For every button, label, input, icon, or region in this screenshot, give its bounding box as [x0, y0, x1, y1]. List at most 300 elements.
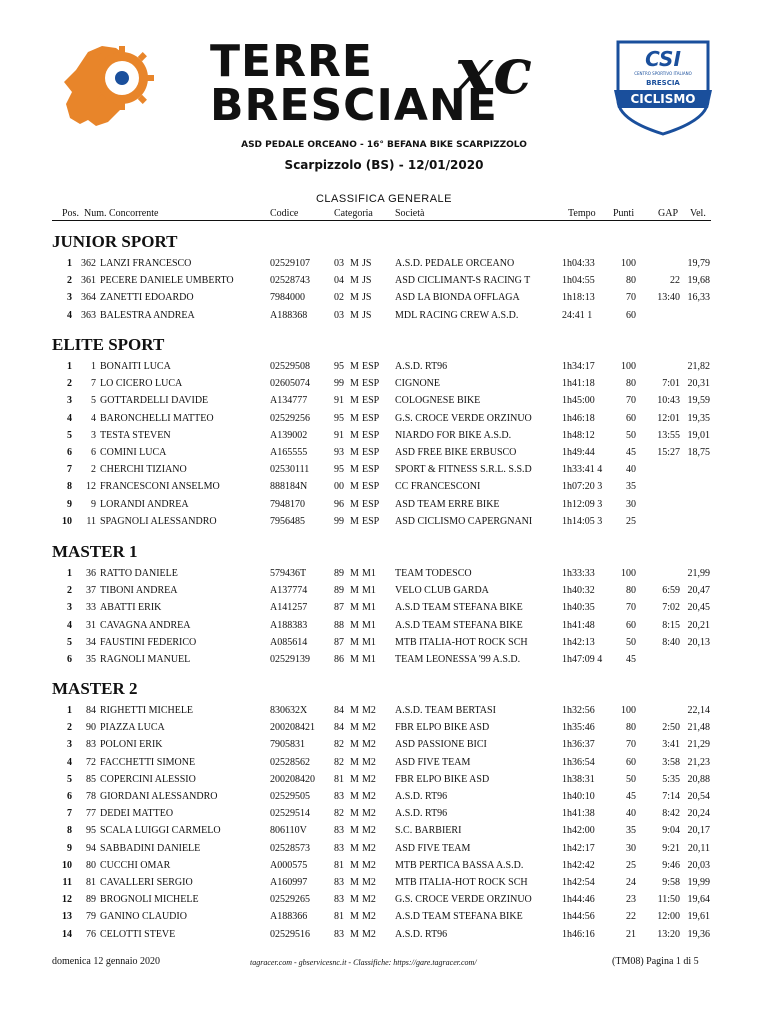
row-code: A085614: [270, 636, 308, 648]
row-sex: M: [350, 292, 359, 304]
row-num: 363: [81, 309, 96, 321]
row-name: PECERE DANIELE UMBERTO: [100, 275, 234, 287]
row-code: 02528743: [270, 275, 310, 287]
row-year: 82: [334, 808, 344, 820]
row-vel: 16,33: [687, 292, 710, 304]
row-code: 579436T: [270, 568, 307, 579]
row-cat: M2: [362, 722, 376, 734]
row-sex: M: [350, 395, 359, 407]
row-pts: 25: [626, 515, 636, 527]
row-sex: M: [350, 928, 359, 940]
row-sex: M: [350, 636, 359, 648]
row-num: 36: [86, 568, 96, 579]
row-cat: JS: [362, 275, 372, 287]
row-vel: 19,35: [687, 412, 710, 424]
row-code: 7956485: [270, 515, 305, 527]
row-time: 1h40:35: [562, 602, 595, 614]
row-pts: 60: [626, 756, 636, 768]
row-num: 77: [86, 808, 96, 820]
row-time: 1h42:17: [562, 842, 595, 854]
row-num: 31: [86, 619, 96, 631]
row-cat: ESP: [362, 378, 380, 390]
row-num: 34: [86, 636, 96, 648]
table-row: [0, 857, 768, 874]
row-year: 03: [334, 258, 344, 269]
row-num: 361: [81, 275, 96, 287]
csi-city: BRESCIA: [646, 79, 680, 87]
xc-mark: xc: [455, 34, 533, 109]
col-code: Codice: [270, 208, 299, 219]
row-team: SPORT & FITNESS S.R.L. S.S.D: [395, 464, 532, 476]
row-time: 1h40:10: [562, 791, 595, 802]
row-gap: 12:01: [657, 412, 680, 424]
table-row: [0, 788, 768, 805]
row-team: G.S. CROCE VERDE ORZINUO: [395, 412, 532, 424]
row-team: A.S.D. RT96: [395, 808, 448, 820]
row-cat: ESP: [362, 395, 380, 407]
row-code: 02605074: [270, 378, 310, 390]
row-year: 03: [334, 309, 344, 321]
header-divider: [52, 220, 711, 221]
table-row: [0, 926, 768, 943]
row-year: 89: [334, 585, 344, 597]
footer-date: domenica 12 gennaio 2020: [52, 956, 161, 967]
row-name: BONAITI LUCA: [100, 361, 171, 372]
row-sex: M: [350, 705, 359, 716]
row-code: 7948170: [270, 498, 305, 510]
row-sex: M: [350, 309, 359, 321]
row-cat: ESP: [362, 447, 380, 458]
row-sex: M: [350, 515, 359, 527]
row-pts: 100: [621, 361, 636, 372]
row-year: 81: [334, 859, 344, 871]
row-team: ASD PASSIONE BICI: [395, 739, 487, 751]
row-name: CAVAGNA ANDREA: [100, 619, 191, 631]
row-time: 1h48:12: [562, 429, 595, 441]
row-sex: M: [350, 275, 359, 287]
row-sex: M: [350, 842, 359, 854]
row-pos: 10: [62, 859, 72, 871]
row-pos: 9: [67, 498, 72, 510]
row-pts: 35: [626, 825, 636, 837]
row-pos: 1: [67, 258, 72, 269]
row-code: 02529139: [270, 654, 310, 665]
row-name: CUCCHI OMAR: [100, 859, 171, 871]
row-num: 94: [86, 842, 96, 854]
row-num: 85: [86, 773, 96, 785]
csi-org: CENTRO SPORTIVO ITALIANO: [634, 71, 692, 76]
row-gap: 9:04: [662, 825, 680, 837]
row-vel: 19,61: [687, 911, 710, 923]
row-time: 1h45:00: [562, 395, 595, 407]
row-year: 96: [334, 498, 344, 510]
row-code: 02528562: [270, 756, 310, 768]
row-pos: 4: [67, 412, 72, 424]
row-pos: 6: [67, 791, 72, 802]
row-gap: 13:55: [657, 429, 680, 441]
table-row: [0, 582, 768, 599]
row-pts: 70: [626, 395, 636, 407]
row-time: 1h49:44: [562, 447, 595, 458]
row-team: MTB ITALIA-HOT ROCK SCH: [395, 877, 528, 888]
row-vel: 21,48: [687, 722, 710, 734]
row-code: A139002: [270, 429, 308, 441]
row-pos: 1: [67, 361, 72, 372]
row-pts: 50: [626, 636, 636, 648]
row-sex: M: [350, 808, 359, 820]
row-gap: 7:02: [662, 602, 680, 614]
csi-banner: CICLISMO: [630, 92, 696, 106]
row-sex: M: [350, 361, 359, 372]
row-year: 91: [334, 395, 344, 407]
row-vel: 21,82: [687, 361, 710, 372]
row-cat: ESP: [362, 429, 380, 441]
row-gap: 7:14: [662, 791, 680, 802]
row-cat: M1: [362, 619, 376, 631]
title-line-2: BRESCIANE: [210, 80, 498, 131]
row-code: 02529516: [270, 928, 310, 940]
row-name: RAGNOLI MANUEL: [100, 654, 191, 665]
row-team: ASD CICLISMO CAPERGNANI: [395, 515, 533, 527]
row-code: 02530111: [270, 464, 310, 476]
row-cat: M2: [362, 894, 376, 906]
row-num: 90: [86, 722, 96, 734]
table-row: [0, 358, 768, 375]
row-sex: M: [350, 585, 359, 597]
page-footer: [0, 956, 768, 972]
row-cat: M1: [362, 585, 376, 597]
row-gap: 8:15: [662, 619, 680, 631]
row-time: 1h33:33: [562, 568, 595, 579]
row-vel: 18,75: [687, 447, 710, 458]
table-row: [0, 736, 768, 753]
row-time: 1h14:05 3: [562, 515, 603, 527]
row-name: COPERCINI ALESSIO: [100, 773, 196, 785]
row-team: CC FRANCESCONI: [395, 481, 481, 493]
row-pts: 30: [626, 498, 636, 510]
row-pos: 4: [67, 309, 72, 321]
row-name: CELOTTI STEVE: [100, 928, 176, 940]
row-code: A188368: [270, 309, 308, 321]
row-name: ABATTI ERIK: [100, 602, 162, 614]
row-cat: M2: [362, 791, 376, 802]
col-gap: GAP: [658, 208, 679, 219]
row-code: 200208420: [270, 773, 315, 785]
row-time: 1h42:42: [562, 859, 595, 871]
row-time: 1h42:00: [562, 825, 595, 837]
row-sex: M: [350, 258, 359, 269]
row-sex: M: [350, 825, 359, 837]
row-sex: M: [350, 911, 359, 923]
row-pos: 3: [67, 602, 72, 614]
row-cat: M2: [362, 842, 376, 854]
row-pts: 60: [626, 309, 636, 321]
row-time: 1h33:41 4: [562, 464, 603, 476]
row-pts: 100: [621, 258, 636, 269]
row-code: A188366: [270, 911, 308, 923]
row-team: MTB PERTICA BASSA A.S.D.: [395, 859, 524, 871]
row-cat: M2: [362, 928, 376, 940]
row-team: VELO CLUB GARDA: [395, 585, 489, 597]
row-name: COMINI LUCA: [100, 447, 167, 458]
row-code: A137774: [270, 585, 308, 597]
row-team: ASD CICLIMANT-S RACING T: [395, 275, 531, 287]
row-year: 83: [334, 877, 344, 888]
page-header: [0, 0, 768, 205]
row-pos: 6: [67, 447, 72, 458]
row-sex: M: [350, 722, 359, 734]
row-sex: M: [350, 619, 359, 631]
row-team: FBR ELPO BIKE ASD: [395, 773, 490, 785]
row-pts: 80: [626, 722, 636, 734]
row-year: 95: [334, 361, 344, 372]
row-gap: 2:50: [662, 722, 680, 734]
row-pos: 8: [67, 481, 72, 493]
table-row: [0, 307, 768, 324]
row-time: 1h35:46: [562, 722, 595, 734]
row-vel: 20,54: [687, 791, 710, 802]
row-time: 1h04:33: [562, 258, 595, 269]
row-pos: 3: [67, 292, 72, 304]
table-row: [0, 272, 768, 289]
section-title: ELITE SPORT: [52, 335, 165, 354]
row-gap: 3:58: [662, 756, 680, 768]
row-sex: M: [350, 894, 359, 906]
table-row: [0, 496, 768, 513]
table-row: [0, 392, 768, 409]
row-num: 6: [91, 447, 96, 458]
row-pts: 80: [626, 378, 636, 390]
row-pts: 35: [626, 481, 636, 493]
row-sex: M: [350, 602, 359, 614]
row-gap: 10:43: [657, 395, 680, 407]
row-time: 1h38:31: [562, 773, 595, 785]
row-cat: M1: [362, 636, 376, 648]
row-vel: 19,64: [687, 894, 710, 906]
row-name: BALESTRA ANDREA: [100, 309, 195, 321]
row-pos: 6: [67, 654, 72, 665]
row-pts: 45: [626, 447, 636, 458]
row-code: 02529256: [270, 412, 310, 424]
place-date: Scarpizzolo (BS) - 12/01/2020: [284, 158, 484, 172]
row-pos: 2: [67, 275, 72, 287]
row-code: 806110V: [270, 825, 307, 837]
row-vel: 19,99: [687, 877, 710, 888]
row-time: 1h41:18: [562, 378, 595, 390]
row-vel: 20,47: [687, 585, 710, 597]
gear-map-icon: [58, 40, 156, 132]
row-vel: 20,11: [687, 842, 710, 854]
col-vel: Vel.: [690, 208, 706, 219]
row-code: 02528573: [270, 842, 310, 854]
row-team: ASD FIVE TEAM: [395, 756, 471, 768]
row-team: A.S.D TEAM STEFANA BIKE: [395, 602, 523, 614]
row-time: 1h42:13: [562, 636, 595, 648]
row-team: ASD LA BIONDA OFFLAGA: [395, 292, 520, 304]
row-year: 95: [334, 412, 344, 424]
row-vel: 19,36: [687, 928, 710, 940]
row-time: 1h46:16: [562, 928, 595, 940]
row-code: A188383: [270, 619, 308, 631]
row-year: 04: [334, 275, 344, 287]
row-pts: 45: [626, 791, 636, 802]
table-row: [0, 565, 768, 582]
row-cat: M2: [362, 705, 376, 716]
row-name: TESTA STEVEN: [100, 429, 171, 441]
row-pts: 45: [626, 654, 636, 665]
row-pts: 22: [626, 911, 636, 923]
row-name: GANINO CLAUDIO: [100, 911, 187, 923]
row-cat: ESP: [362, 481, 380, 493]
row-pos: 5: [67, 636, 72, 648]
row-code: 200208421: [270, 722, 315, 734]
row-name: CAVALLERI SERGIO: [100, 877, 193, 888]
row-code: 02529265: [270, 894, 310, 906]
row-pos: 1: [67, 568, 72, 579]
row-code: A134777: [270, 395, 308, 407]
row-time: 1h32:56: [562, 705, 595, 716]
row-year: 83: [334, 825, 344, 837]
row-sex: M: [350, 481, 359, 493]
row-name: TIBONI ANDREA: [100, 585, 178, 597]
row-vel: 20,45: [687, 602, 710, 614]
row-pts: 40: [626, 808, 636, 820]
row-cat: M2: [362, 739, 376, 751]
row-year: 83: [334, 842, 344, 854]
row-cat: ESP: [362, 464, 380, 476]
row-num: 80: [86, 859, 96, 871]
row-gap: 5:35: [662, 773, 680, 785]
row-num: 11: [86, 515, 96, 527]
row-pos: 11: [62, 877, 72, 888]
row-pos: 2: [67, 378, 72, 390]
row-pos: 5: [67, 773, 72, 785]
row-team: NIARDO FOR BIKE A.S.D.: [395, 429, 512, 441]
row-time: 1h44:46: [562, 894, 595, 906]
row-sex: M: [350, 447, 359, 458]
row-team: A.S.D. TEAM BERTASI: [395, 705, 496, 716]
row-num: 89: [86, 894, 96, 906]
table-row: [0, 702, 768, 719]
row-num: 72: [86, 756, 96, 768]
col-pos: Pos.: [62, 208, 79, 219]
table-row: [0, 461, 768, 478]
row-year: 84: [334, 722, 344, 734]
row-num: 76: [86, 928, 96, 940]
row-code: 02529107: [270, 258, 310, 269]
row-pos: 2: [67, 585, 72, 597]
row-team: CIGNONE: [395, 378, 440, 390]
row-cat: M2: [362, 825, 376, 837]
row-year: 81: [334, 911, 344, 923]
row-year: 87: [334, 636, 344, 648]
row-year: 83: [334, 894, 344, 906]
row-vel: 20,88: [687, 773, 710, 785]
row-name: FAUSTINI FEDERICO: [100, 636, 197, 648]
row-time: 1h12:09 3: [562, 498, 603, 510]
row-team: MTB ITALIA-HOT ROCK SCH: [395, 636, 528, 648]
row-year: 02: [334, 292, 344, 304]
row-pts: 60: [626, 412, 636, 424]
footer-page: (TM08) Pagina 1 di 5: [612, 956, 699, 967]
row-pts: 40: [626, 464, 636, 476]
row-sex: M: [350, 429, 359, 441]
row-sex: M: [350, 498, 359, 510]
table-row: [0, 908, 768, 925]
row-pts: 25: [626, 859, 636, 871]
row-name: CHERCHI TIZIANO: [100, 464, 187, 476]
table-row: [0, 289, 768, 306]
col-num: Num. Concorrente: [84, 208, 159, 219]
row-num: 33: [86, 602, 96, 614]
row-code: 7905831: [270, 739, 305, 751]
row-vel: 21,23: [687, 756, 710, 768]
row-sex: M: [350, 859, 359, 871]
classification-title: CLASSIFICA GENERALE: [315, 193, 453, 205]
table-row: [0, 255, 768, 272]
row-team: A.S.D TEAM STEFANA BIKE: [395, 619, 523, 631]
row-year: 99: [334, 515, 344, 527]
row-pos: 4: [67, 619, 72, 631]
row-team: TEAM TODESCO: [395, 568, 472, 579]
csi-brand: CSI: [645, 47, 681, 71]
row-year: 99: [334, 378, 344, 390]
row-num: 12: [86, 481, 96, 493]
row-pts: 50: [626, 429, 636, 441]
row-code: A000575: [270, 859, 308, 871]
row-num: 79: [86, 911, 96, 923]
row-code: 02529505: [270, 791, 310, 802]
title-line-1: TERRE: [210, 36, 373, 87]
row-sex: M: [350, 877, 359, 888]
section-title: MASTER 2: [52, 679, 138, 698]
row-name: FRANCESCONI ANSELMO: [100, 481, 220, 493]
row-num: 1: [91, 361, 96, 372]
row-pos: 8: [67, 825, 72, 837]
row-time: 1h18:13: [562, 292, 595, 304]
row-name: FACCHETTI SIMONE: [100, 756, 196, 768]
row-pos: 13: [62, 911, 72, 923]
row-name: POLONI ERIK: [100, 739, 163, 751]
table-row: [0, 375, 768, 392]
row-pts: 21: [626, 928, 636, 940]
row-name: RIGHETTI MICHELE: [100, 705, 194, 716]
row-sex: M: [350, 378, 359, 390]
row-sex: M: [350, 739, 359, 751]
row-year: 93: [334, 447, 344, 458]
row-num: 3: [91, 429, 96, 441]
csi-ciclismo-logo-icon: [612, 38, 714, 136]
row-num: 95: [86, 825, 96, 837]
row-num: 35: [86, 654, 96, 665]
row-pos: 12: [62, 894, 72, 906]
row-pos: 5: [67, 429, 72, 441]
row-gap: 13:20: [657, 928, 680, 940]
row-year: 95: [334, 464, 344, 476]
row-team: A.S.D. RT96: [395, 791, 448, 802]
row-num: 2: [91, 464, 96, 476]
table-row: [0, 617, 768, 634]
row-cat: JS: [362, 292, 372, 304]
row-team: G.S. CROCE VERDE ORZINUO: [395, 894, 532, 906]
row-time: 1h04:55: [562, 275, 595, 287]
row-cat: M1: [362, 654, 376, 665]
row-gap: 11:50: [657, 894, 680, 906]
table-row: [0, 754, 768, 771]
row-cat: ESP: [362, 412, 380, 424]
row-vel: 19,59: [687, 395, 710, 407]
row-pts: 50: [626, 773, 636, 785]
